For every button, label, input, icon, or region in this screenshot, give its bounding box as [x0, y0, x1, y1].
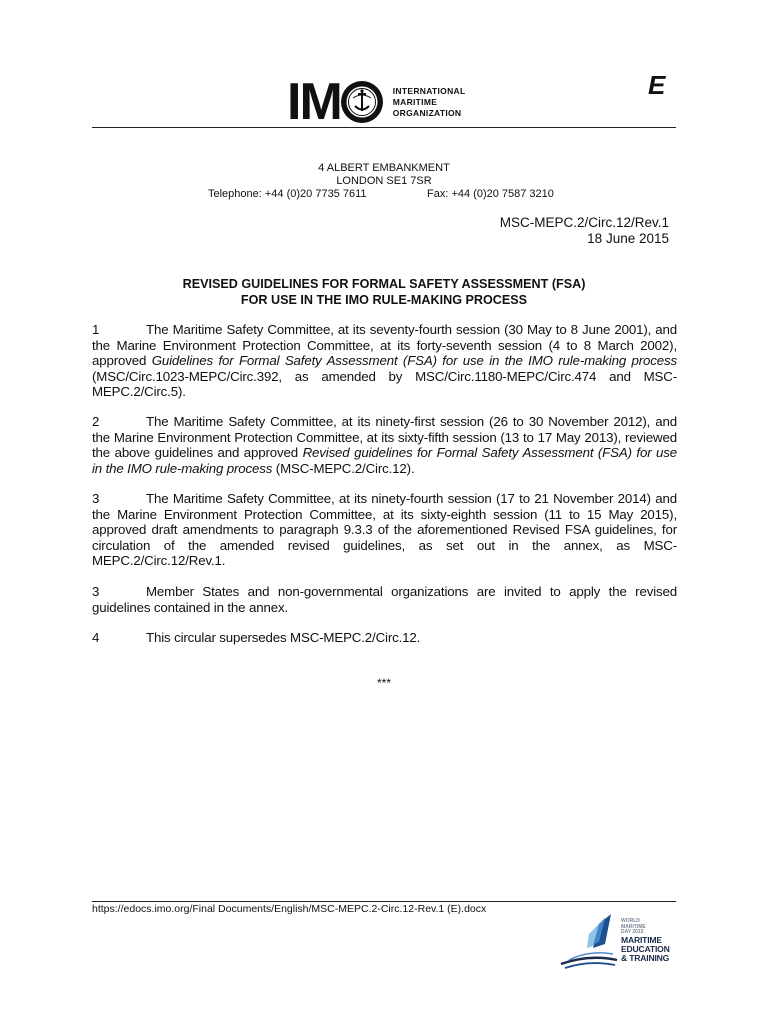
- org-name-line2: MARITIME: [392, 96, 438, 107]
- footer-divider: [92, 901, 676, 902]
- footer-file-path: https://edocs.imo.org/Final Documents/English/MSC-MEPC.2-Circ.12-Rev.1 (E).docx: [92, 903, 487, 915]
- paragraph-text: The Maritime Safety Committee, at its ninety-first session (26 to 30 November 2012), and the Marine Environment Protection Committee, at its sixty-fifth session (13 to 17 May 2013), reviewed the above guidelines and approved: [92, 414, 677, 460]
- paragraph-text: The Maritime Safety Committee, at its ninety-fourth session (17 to 21 November 2014) and the Marine Environment Protection Committee, at its sixty-eighth session (11 to 15 May 2015), approved draft amendments to paragraph 9.3.3 of the aforementioned Revised FSA guidelines, for circulation of the amended revised guidelines, as set out in the annex, as MSC-MEPC.2/Circ.12/Rev.1.: [92, 491, 677, 568]
- world-maritime-day-logo: [559, 914, 679, 970]
- paragraph-number: 2: [92, 414, 100, 429]
- logo-letters-im: IM: [287, 73, 341, 131]
- paragraph-1: [92, 322, 677, 400]
- org-name-line1: INTERNATIONAL: [392, 85, 466, 96]
- wmd-line1: WORLD: [621, 918, 640, 924]
- wmd-line3: DAY 2015: [621, 929, 644, 935]
- paragraph-number: 4: [92, 630, 100, 645]
- paragraph-number: 1: [92, 322, 100, 337]
- document-title: [92, 277, 676, 308]
- paragraph-3: [92, 491, 677, 569]
- contact-line: [208, 188, 554, 201]
- document-date: 18 June 2015: [587, 231, 669, 246]
- language-code: E: [648, 70, 666, 100]
- telephone: Telephone: +44 (0)20 7735 7611: [208, 188, 367, 200]
- paragraph-number: 3: [92, 584, 100, 599]
- paragraph-2: [92, 414, 677, 476]
- paragraph-text-tail: (MSC-MEPC.2/Circ.12).: [272, 460, 415, 476]
- paragraph-5: [92, 630, 677, 646]
- wmd-line4: MARITIME: [621, 934, 662, 945]
- imo-wordmark: [287, 73, 383, 131]
- wmd-line5: EDUCATION: [621, 943, 670, 954]
- paragraph-italic-title: Guidelines for Formal Safety Assessment (FSA) for use in the IMO rule-making process: [151, 353, 678, 368]
- address-line1: 4 ALBERT EMBANKMENT: [318, 162, 450, 174]
- ship-emblem-icon: [559, 914, 621, 970]
- wmd-text: [621, 919, 670, 963]
- wmd-line2: MARITIME: [621, 923, 646, 930]
- title-line1: REVISED GUIDELINES FOR FORMAL SAFETY ASSESSMENT (FSA): [182, 277, 586, 291]
- paragraph-text-tail: (MSC/Circ.1023-MEPC/Circ.392, as amended by MSC/Circ.1180-MEPC/Circ.474 and MSC-MEPC.2/Circ.5).: [92, 368, 677, 399]
- address-block: [92, 162, 676, 188]
- paragraph-text: Member States and non-governmental organizations are invited to apply the revised guidelines contained in the annex.: [92, 584, 677, 615]
- org-name: [393, 86, 466, 119]
- document-reference: [500, 215, 669, 247]
- org-name-line3: ORGANIZATION: [392, 107, 462, 118]
- paragraph-4: [92, 584, 677, 615]
- paragraph-text: The Maritime Safety Committee, at its seventy-fourth session (30 May to 8 June 2001), and the Marine Environment Protection Committee, at its forty-seventh session (4 to 8 March 2002), approved: [92, 322, 677, 368]
- fax: Fax: +44 (0)20 7587 3210: [427, 188, 554, 200]
- paragraph-number: 3: [92, 491, 100, 506]
- imo-logo: [287, 73, 466, 131]
- wmd-line6: & TRAINING: [621, 952, 670, 963]
- document-symbol: MSC-MEPC.2/Circ.12/Rev.1: [499, 215, 669, 230]
- imo-emblem-icon: [340, 80, 384, 124]
- paragraph-italic-title: Revised guidelines for Formal Safety Assessment (FSA) for use in the IMO rule-making process: [92, 445, 677, 476]
- header-divider: [92, 127, 676, 128]
- address-line2: LONDON SE1 7SR: [336, 175, 432, 187]
- paragraph-text: This circular supersedes MSC-MEPC.2/Circ.12.: [146, 630, 421, 645]
- title-line2: FOR USE IN THE IMO RULE-MAKING PROCESS: [240, 292, 528, 307]
- section-separator: ***: [376, 676, 391, 690]
